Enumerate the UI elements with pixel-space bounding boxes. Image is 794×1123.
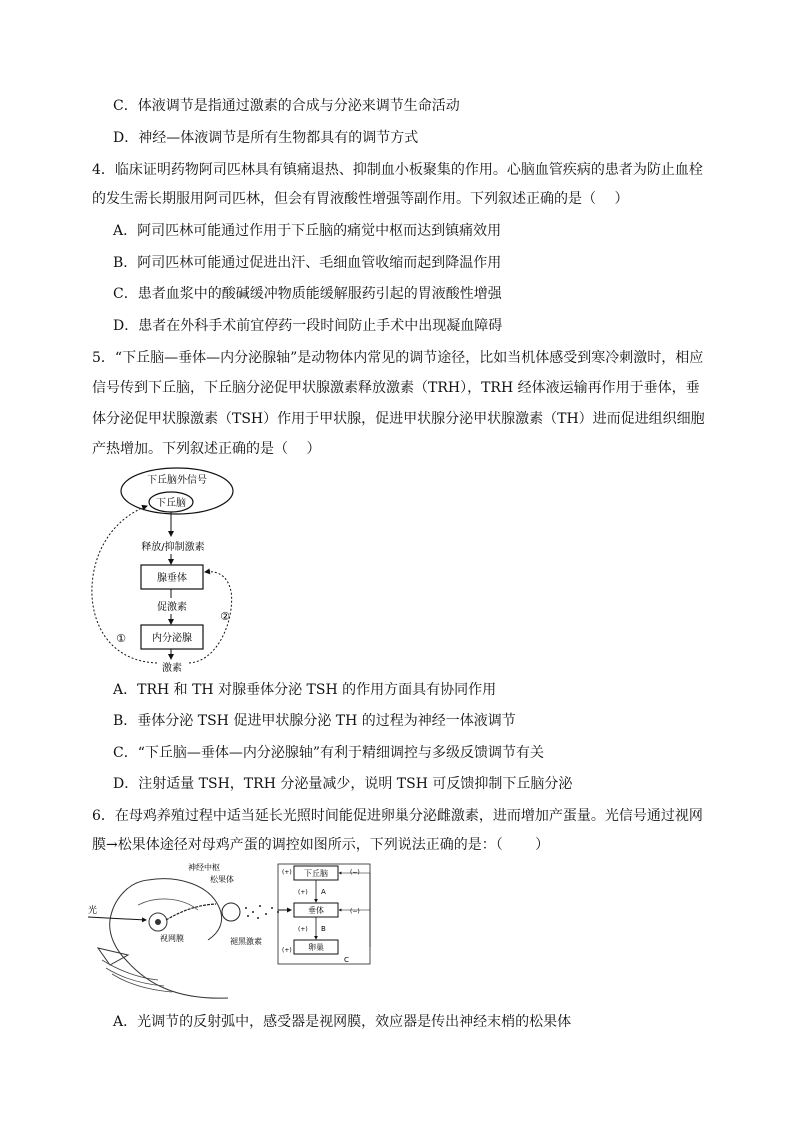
- q4-option-c: C．患者血浆中的酸碱缓冲物质能缓解服药引起的胃液酸性增强: [113, 286, 502, 302]
- q5-option-a: A．TRH 和 TH 对腺垂体分泌 TSH 的作用方面具有协同作用: [113, 682, 497, 698]
- nerve-center-label: 神经中枢: [188, 863, 220, 872]
- q4-stem-line-2: 的发生需长期服用阿司匹林，但会有胃液酸性增强等副作用。下列叙述正确的是（ ）: [92, 191, 629, 207]
- q4-option-a: A．阿司匹林可能通过作用于下丘脑的痛觉中枢而达到镇痛效用: [113, 223, 502, 239]
- release-hormone-label: 释放/抑制激素: [141, 542, 205, 553]
- pituitary-label: 腺垂体: [157, 573, 187, 584]
- plus-label-1: (+): [298, 889, 308, 896]
- minus-label-1: (−): [350, 869, 360, 876]
- arrow-b-label: B: [321, 925, 326, 933]
- light-arrow: [88, 917, 146, 920]
- q5-option-b: B．垂体分泌 TSH 促进甲状腺分泌 TH 的过程为神经一体液调节: [113, 713, 516, 729]
- outer-signal-label: 下丘脑外信号: [147, 475, 207, 486]
- q6-stem-line-1: 6．在母鸡养殖过程中适当延长光照时间能促进卵巢分泌雌激素，进而增加产蛋量。光信号通过视网: [92, 808, 703, 824]
- loop-1-label: ①: [116, 632, 126, 645]
- q5-option-d: D．注射适量 TSH，TRH 分泌量减少，说明 TSH 可反馈抑制下丘脑分泌: [113, 776, 573, 792]
- q5-stem-line-1: 5．“下丘脑—垂体—内分泌腺轴”是动物体内常见的调节途径，比如当机体感受到寒冷刺激时，相应: [92, 350, 704, 366]
- melatonin-label: 褪黑激素: [230, 937, 262, 946]
- ovary-box-label: 卵巢: [308, 943, 324, 952]
- gland-label: 内分泌腺: [152, 633, 192, 644]
- loop-2-label: ②: [220, 610, 230, 623]
- hen-beak: [98, 948, 128, 965]
- arrow-a-label: A: [321, 888, 326, 896]
- pituitary-box-label: 垂体: [308, 906, 324, 915]
- hypothalamus-label: 下丘脑: [156, 498, 186, 509]
- pineal-label: 松果体: [210, 875, 234, 884]
- light-label: 光: [88, 906, 98, 916]
- tropic-hormone-label: 促激素: [157, 602, 187, 613]
- plus-label-4: (+): [282, 947, 292, 954]
- retina-label: 视网膜: [160, 934, 184, 943]
- q6-stem-line-2: 膜→松果体途径对母鸡产蛋的调控如图所示，下列说法正确的是：（ ）: [92, 837, 550, 853]
- q5-stem-line-3: 体分泌促甲状腺激素（TSH）作用于甲状腺，促进甲状腺分泌甲状腺激素（TH）进而促进组织细胞: [92, 411, 705, 427]
- q6-option-a: A．光调节的反射弧中，感受器是视网膜，效应器是传出神经末梢的松果体: [113, 1014, 572, 1030]
- hormone-label: 激素: [162, 663, 182, 674]
- plus-label-3: (+): [282, 869, 292, 876]
- q4-stem-line-1: 4．临床证明药物阿司匹林具有镇痛退热、抑制血小板聚集的作用。心脑血管疾病的患者为防止血栓: [92, 162, 703, 178]
- q6-hen-diagram: [88, 860, 378, 1000]
- q4-option-b: B．阿司匹林可能通过促进出汗、毛细血管收缩而起到降温作用: [113, 255, 502, 271]
- label-c: C: [344, 956, 349, 964]
- q3-option-d: D．神经—体液调节是所有生物都具有的调节方式: [113, 130, 419, 146]
- melatonin-dots: [245, 905, 279, 919]
- q5-option-c: C．“下丘脑—垂体—内分泌腺轴”有利于精细调控与多级反馈调节有关: [113, 745, 545, 761]
- q5-stem-line-4: 产热增加。下列叙述正确的是（ ）: [92, 441, 321, 457]
- pineal-icon: [222, 903, 240, 921]
- q3-option-c: C．体液调节是指通过激素的合成与分泌来调节生命活动: [113, 98, 460, 114]
- q5-axis-diagram: [85, 466, 255, 676]
- hypothalamus-box-label: 下丘脑: [304, 869, 328, 878]
- plus-label-2: (+): [298, 926, 308, 933]
- q4-option-d: D．患者在外科手术前宜停药一段时间防止手术中出现凝血障碍: [113, 318, 503, 334]
- q5-stem-line-2: 信号传到下丘脑，下丘脑分泌促甲状腺激素释放激素（TRH），TRH 经体液运输再作用于垂体，垂: [92, 380, 700, 396]
- minus-label-2: (−): [350, 908, 360, 915]
